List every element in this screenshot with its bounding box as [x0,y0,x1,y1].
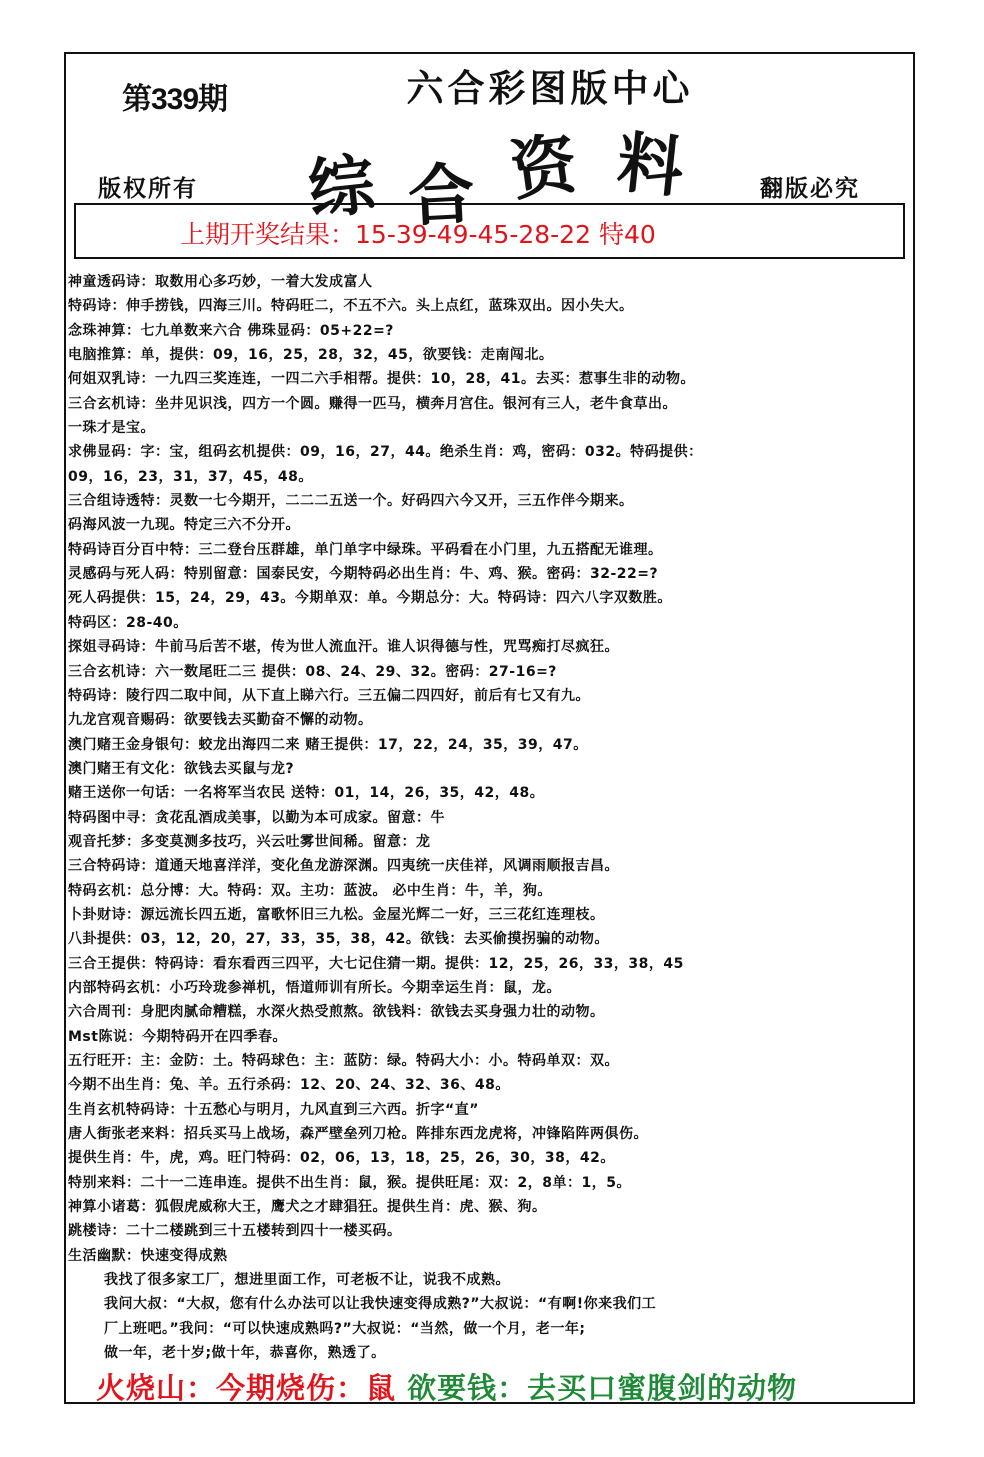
no-piracy-label: 翻版必究 [760,175,860,202]
content-line: 生活幽默：快速变得成熟 [68,1247,228,1264]
content-line: 码海风波一九现。特定三六不分开。 [68,517,300,534]
content-line: 三合玄机诗：坐井见识浅，四方一个圆。赚得一匹马，横奔月宫住。银河有三人，老牛食草出。 [68,395,677,412]
content-line: 八卦提供：03，12，20，27，33，35，38，42。欲钱：去买偷摸拐骗的动物。 [68,931,609,948]
content-line: 三合特码诗：道通天地喜洋洋，变化鱼龙游深渊。四夷统一庆佳祥，风调雨顺报吉昌。 [68,858,619,875]
content-line: 念珠神算：七九单数来六合 佛珠显码：05+22=? [68,322,394,339]
content-line: 卜卦财诗：源远流长四五逝，富歌怀旧三九松。金屋光辉二一好，三三花红连理枝。 [68,906,605,923]
last-result-box [74,203,905,259]
footer-money-text: 欲要钱：去买口蜜腹剑的动物 [396,1371,798,1405]
issue-number: 第339期 [122,83,228,116]
content-line: 神算小诸葛：狐假虎威称大王，鹰犬之才肆猖狂。提供生肖：虎、猴、狗。 [68,1199,547,1216]
content-line: 三合玄机诗：六一数尾旺二三 提供：08、24、29、32。密码：27-16=? [68,663,557,680]
content-line: 我问大叔：“大叔，您有什么办法可以让我快速变得成熟?”大叔说：“有啊!你来我们工 [104,1296,657,1313]
main-title-char: 料 [613,122,688,208]
content-line: 今期不出生肖：兔、羊。五行杀码：12、20、24、32、36、48。 [68,1077,510,1094]
content-line: 死人码提供：15，24，29，43。今期单双：单。今期总分：大。特码诗：四六八字双数胜。 [68,590,672,607]
content-line: 一珠才是宝。 [68,420,155,437]
content-line: 特码诗：伸手捞钱，四海三川。特码旺二，不五不六。头上点红，蓝珠双出。因小失大。 [68,298,634,315]
content-line: 提供生肖：牛，虎，鸡。旺门特码：02，06，13，18，25，26，30，38，42。 [68,1150,615,1167]
content-line: 九龙宫观音赐码：欲要钱去买勤奋不懈的动物。 [68,712,373,729]
content-lines [68,270,908,1365]
content-line: 厂上班吧。”我问：“可以快速成熟吗?”大叔说：“当然，做一个月，老一年; [104,1320,586,1337]
content-line: 澳门赌王有文化：欲钱去买鼠与龙? [68,760,295,777]
content-line: 特别来料：二十一二连串连。提供不出生肖：鼠，猴。提供旺尾：双：2，8单：1，5。 [68,1174,631,1191]
main-title-char: 资 [505,123,582,211]
content-line: 跳楼诗：二十二楼跳到三十五楼转到四十一楼买码。 [68,1223,402,1240]
result-label: 上期开奖结果： [180,220,356,249]
last-result-line [180,215,656,251]
main-title-char: 综 [304,144,379,230]
content-line: 神童透码诗：取数用心多巧妙，一着大发成富人 [68,274,373,290]
content-line: 求佛显码：字：宝，组码玄机提供：09，16，27，44。绝杀生肖：鸡，密码：032。特码提供： [68,444,703,461]
content-line: 何姐双乳诗：一九四三奖连连，一四二六手相帮。提供：10，28，41。去买：惹事生非的动物。 [68,371,695,388]
content-line: 特码玄机：总分博：大。特码：双。主功：蓝波。 必中生肖：牛，羊，狗。 [68,882,552,899]
footer-banner [96,1366,797,1407]
content-line: 澳门赌王金身银句：蛟龙出海四二来 赌王提供：17，22，24，35，39，47。 [68,736,588,753]
content-line: 特码图中寻：贪花乱酒成美事，以勤为本可成家。留意：牛 [68,809,445,826]
content-line: 生肖玄机特码诗：十五愁心与明月，九风直到三六西。折字“直” [68,1101,479,1118]
content-line: 五行旺开：主：金防：土。特码球色：主：蓝防：绿。特码大小：小。特码单双：双。 [68,1053,619,1069]
content-line: 六合周刊：身肥肉腻命糟糕，水深火热受煎熬。欲钱料：欲钱去买身强力壮的动物。 [68,1004,605,1021]
content-line: 特码诗百分百中特：三二登台压群雄，单门单字中绿珠。平码看在小门里，九五搭配无谁理。 [68,541,663,558]
content-line: 内部特码玄机：小巧玲珑参禅机，悟道师训有所长。今期幸运生肖：鼠，龙。 [68,979,561,996]
content-line: 三合组诗透特：灵数一七今期开，二二二五送一个。好码四六今又开，三五作伴今期来。 [68,493,634,510]
result-numbers: 15-39-49-45-28-22 [355,220,591,249]
content-line: 做一年，老十岁;做十年，恭喜你，熟透了。 [104,1345,386,1362]
main-title-char: 合 [406,154,477,236]
content-line: 唐人街张老来料：招兵买马上战场，森严壁垒列刀枪。阵排东西龙虎将，冲锋陷阵两俱伤。 [68,1126,648,1143]
content-line: 我找了很多家工厂，想进里面工作，可老板不让，说我不成熟。 [104,1272,510,1289]
content-line: 探姐寻码诗：牛前马后苦不堪，传为世人流血汗。谁人识得德与性，咒骂痴打尽疯狂。 [68,639,619,656]
content-line: 观音托梦：多变莫测多技巧，兴云吐雾世间稀。留意：龙 [68,833,431,850]
footer-burn-text: 火烧山：今期烧伤：鼠 [96,1371,397,1405]
center-title: 六合彩图版中心 [406,66,694,110]
content-line: 09，16，23，31，37，45，48。 [68,468,313,485]
content-line: 灵感码与死人码：特别留意：国泰民安，今期特码必出生肖：牛、鸡、猴。密码：32-22=? [68,566,659,583]
content-line: 特码诗：陵行四二取中间，从下直上睇六行。三五偏二四四好，前后有七又有九。 [68,687,590,704]
result-special: 特40 [591,220,656,249]
content-line: 赌王送你一句话：一名将军当农民 送特：01，14，26，35，42，48。 [68,785,545,802]
content-line: Mst陈说：今期特码开在四季春。 [68,1028,287,1045]
content-line: 三合王提供：特码诗：看东看西三四平，大七记住猜一期。提供：12，25，26，33，38，45 [68,955,684,972]
copyright-label: 版权所有 [98,175,198,202]
content-line: 电脑推算：单，提供：09，16，25，28，32，45，欲要钱：走南闯北。 [68,347,554,364]
content-line: 特码区：28-40。 [68,614,188,631]
